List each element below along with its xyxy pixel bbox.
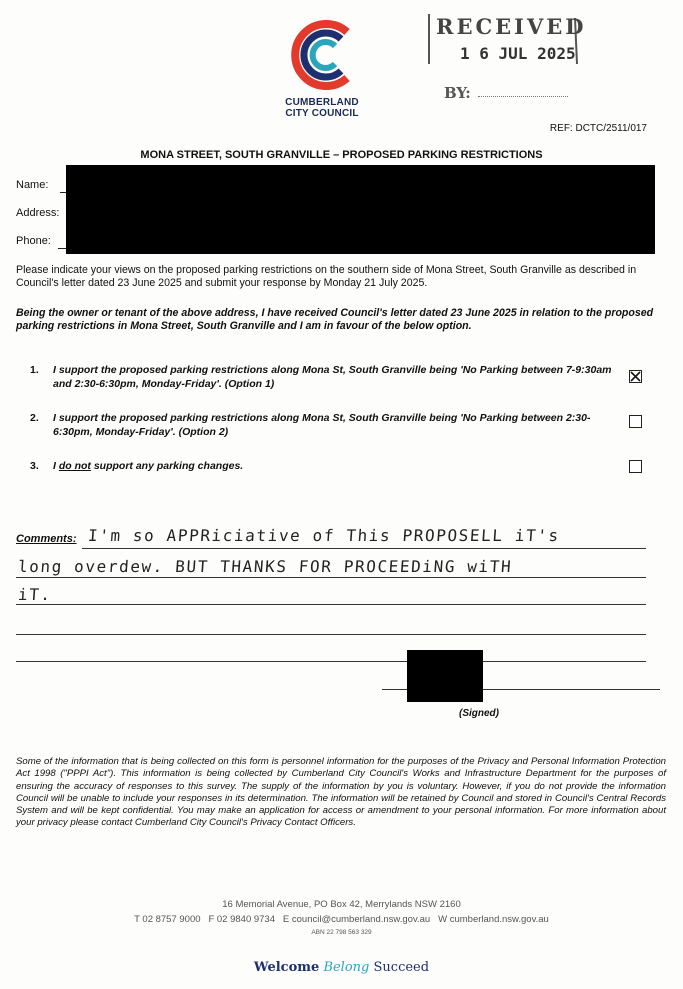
comments-label: Comments: [16,533,77,545]
handwritten-comment-line-1: I'm so APPRiciative of This PROPOSELL iT's [87,526,561,545]
comments-line-3[interactable] [16,604,646,605]
comments-line-4[interactable] [16,634,646,635]
form-title: MONA STREET, SOUTH GRANVILLE – PROPOSED PARKING RESTRICTIONS [140,149,543,161]
address-label: Address: [16,207,60,219]
footer-contact: T 02 8757 9000 F 02 9840 9734 E council@cumberland.nsw.gov.au W cumberland.nsw.gov.au [134,914,549,925]
comments-line-5[interactable] [16,661,646,662]
slogan-welcome: Welcome [253,960,320,975]
comments-line-2[interactable] [16,577,646,578]
handwritten-comment-line-2: long overdew. BUT THANKS FOR PROCEEDiNG wiTH [17,557,513,576]
option-3-checkbox[interactable] [629,460,642,473]
redacted-personal-details [66,165,655,254]
received-stamp-by: BY: [444,84,471,102]
reference-number: REF: DCTC/2511/017 [549,123,647,134]
footer-abn: ABN 22 798 563 329 [311,929,372,936]
checkmark-x-icon [630,371,641,382]
option-3-text-underlined: do not [58,460,91,472]
slogan-belong: Belong [323,960,370,975]
slogan-succeed: Succeed [373,960,430,975]
option-1-number: 1. [30,364,39,376]
comments-line-1[interactable] [82,548,646,549]
option-3-text-pre: I [53,460,59,472]
received-by-line [478,96,568,97]
phone-field[interactable] [58,248,66,249]
declaration-paragraph: Being the owner or tenant of the above address, I have received Council's letter dated 23 June 2025 in relation to the proposed parking restrictions in Mona Street, South Granville and I am in favour of the below option. [16,307,654,332]
option-2-text: I support the proposed parking restrictions along Mona St, South Granville being 'No Parking between 2:30-6:30pm, Monday-Friday'. (Option 2) [53,412,591,438]
option-3-text-post: support any parking changes. [90,460,244,472]
option-3-text [53,459,613,473]
option-2-number: 2. [30,412,39,424]
option-1-checkbox[interactable] [629,370,642,383]
received-stamp-date: 1 6 JUL 2025 [460,44,576,63]
phone-label: Phone: [16,235,51,247]
footer-address: 16 Memorial Avenue, PO Box 42, Merrylands NSW 2160 [222,899,461,910]
footer-slogan [0,960,683,975]
option-3-number: 3. [30,460,39,472]
handwritten-comment-line-3: iT. [17,585,53,604]
council-name [262,97,382,119]
cumberland-logo-icon [283,14,365,96]
option-1-text: I support the proposed parking restrictions along Mona St, South Granville being 'No Parking between 7-9:30am and 2:30-6:30pm, Monday-Friday'. (Option 1) [53,364,612,390]
privacy-notice: Some of the information that is being collected on this form is personnel information for the purposes of the Privacy and Personal Information Protection Act 1998 ("PPPI Act"). This information is being collected by Cumberland City Council's Works and Infrastructure Department for the purposes of ensuring the accuracy of responses to this survey. The supply of the information by you is voluntary. However, if you do not provide the information Council will be unable to include your responses in its determination. The information will be retained by Council and stored in Council's Central Records System and will be kept confidential. You may make an application for access or amendment to your personal information. For more information about your privacy please contact Cumberland City Council's Privacy Contact Officers. [16,756,666,829]
name-label: Name: [16,179,49,191]
council-name-line1: CUMBERLAND [285,97,359,108]
option-2-checkbox[interactable] [629,415,642,428]
council-name-line2: CITY COUNCIL [285,108,359,119]
redacted-signature [407,650,483,702]
intro-paragraph: Please indicate your views on the proposed parking restrictions on the southern side of Mona Street, South Granville as described in Council's letter dated 23 June 2025 and submit your response by Monday 21 July 2025. [16,264,637,289]
signed-label: (Signed) [459,708,499,719]
received-stamp-title: RECEIVED [436,14,587,39]
